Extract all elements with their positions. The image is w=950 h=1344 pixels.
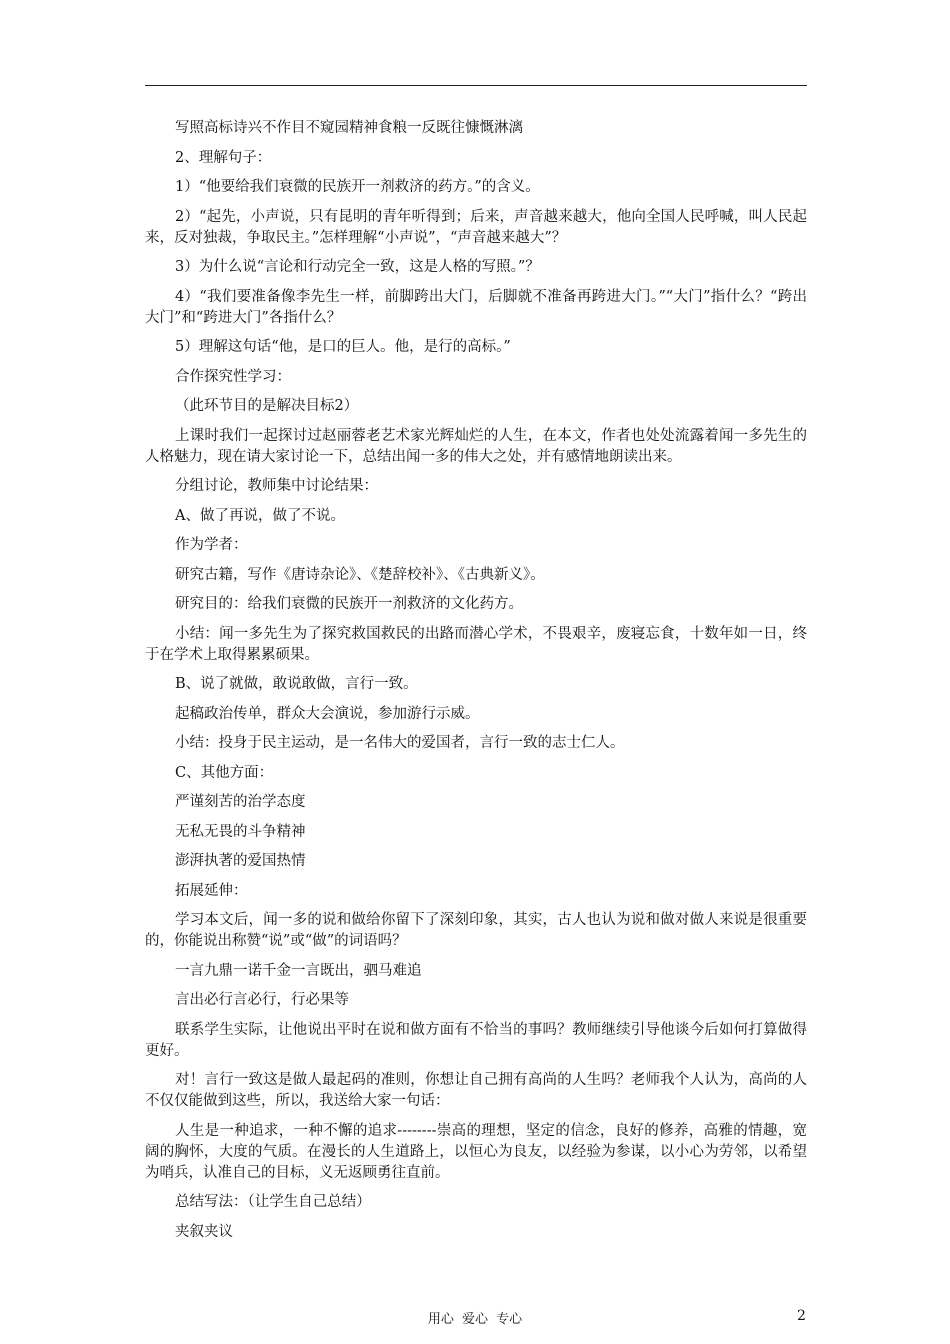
- paragraph: C、其他方面：: [175, 764, 274, 781]
- paragraph: 2、理解句子：: [175, 149, 272, 166]
- page-number: 2: [797, 1308, 806, 1324]
- section-heading: 合作探究性学习：: [175, 368, 291, 385]
- paragraph: 人生是一种追求，一种不懈的追求--------崇高的理想，坚定的信念，良好的修养，高雅的情趣，宽阔的胸怀，大度的气质。在漫长的人生道路上，以恒心为良友，以经验为参谋，以小心为劳邻，以希望为哨兵，认准自己的目标，义无返顾勇往直前。: [145, 1122, 807, 1181]
- paragraph: 分组讨论，教师集中讨论结果：: [175, 478, 378, 494]
- paragraph: 小结：闻一多先生为了探究救国救民的出路而潜心学术，不畏艰辛，废寝忘食，十数年如一日，终于在学术上取得累累硕果。: [145, 625, 807, 663]
- paragraph: 无私无畏的斗争精神: [175, 823, 306, 840]
- document-body: [145, 118, 807, 1251]
- paragraph: 1）“他要给我们衰微的民族开一剂救济的药方。”的含义。: [175, 179, 540, 195]
- paragraph: 学习本文后，闻一多的说和做给你留下了深刻印象，其实，古人也认为说和做对做人来说是很重要的，你能说出称赞“说”或“做”的词语吗？: [145, 912, 807, 949]
- paragraph: 小结：投身于民主运动，是一名伟大的爱国者，言行一致的志士仁人。: [175, 735, 625, 751]
- paragraph: 研究古籍，写作《唐诗杂论》、《楚辞校补》、《古典新义》。: [175, 566, 545, 583]
- paragraph: 严谨刻苦的治学态度: [175, 794, 306, 810]
- paragraph: 夹叙夹议: [175, 1223, 233, 1240]
- paragraph: 3）为什么说“言论和行动完全一致，这是人格的写照。”？: [175, 259, 540, 275]
- paragraph: 一言九鼎一诺千金一言既出，驷马难追: [175, 962, 422, 979]
- paragraph: 作为学者：: [175, 537, 248, 553]
- paragraph: 写照高标诗兴不作目不窥园精神食粮一反既往慷慨淋漓: [175, 120, 523, 136]
- header-rule: [145, 85, 807, 86]
- paragraph: B、说了就做，敢说敢做，言行一致。: [175, 676, 418, 692]
- section-heading: 总结写法：（让学生自己总结）: [175, 1194, 371, 1210]
- paragraph: 研究目的：给我们衰微的民族开一剂救济的文化药方。: [175, 596, 523, 612]
- section-heading: 拓展延伸：: [175, 882, 248, 899]
- paragraph: 5）理解这句话“他，是口的巨人。他，是行的高标。”: [175, 339, 511, 355]
- paragraph: 对！言行一致这是做人最起码的准则，你想让自己拥有高尚的人生吗？老师我个人认为，高尚的人不仅仅能做到这些，所以，我送给大家一句话：: [145, 1072, 807, 1109]
- paragraph: 4）“我们要准备像李先生一样，前脚跨出大门，后脚就不准备再跨进大门。”“大门”指什么？“跨出大门”和“跨进大门”各指什么？: [145, 288, 807, 326]
- paragraph: 上课时我们一起探讨过赵丽蓉老艺术家光辉灿烂的人生，在本文，作者也处处流露着闻一多先生的人格魅力，现在请大家讨论一下，总结出闻一多的伟大之处，并有感情地朗读出来。: [145, 427, 807, 465]
- paragraph: 言出必行言必行，行必果等: [175, 992, 349, 1008]
- paragraph: 起稿政治传单，群众大会演说，参加游行示威。: [175, 705, 480, 722]
- paragraph: A、做了再说，做了不说。: [175, 507, 345, 524]
- paragraph: 联系学生实际，让他说出平时在说和做方面有不恰当的事吗？教师继续引导他谈今后如何打算做得更好。: [145, 1021, 807, 1059]
- paragraph: （此环节目的是解决目标2）: [175, 398, 359, 414]
- paragraph: 澎湃执著的爱国热情: [175, 853, 306, 869]
- paragraph: 2）“起先，小声说，只有昆明的青年听得到；后来，声音越来越大，他向全国人民呼喊，叫人民起来，反对独裁，争取民主。”怎样理解“小声说”，“声音越来越大”？: [145, 208, 807, 246]
- footer-slogan: 用心 爱心 专心: [427, 1312, 523, 1327]
